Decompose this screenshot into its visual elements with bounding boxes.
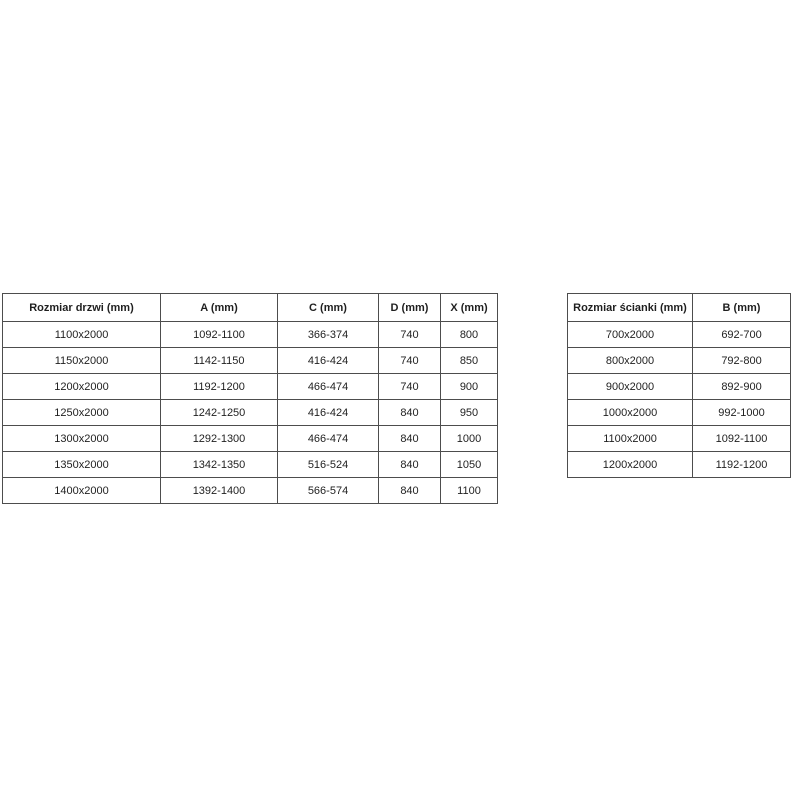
table-cell: 900 [441, 374, 498, 400]
table-cell: 800 [441, 322, 498, 348]
table-cell: 1050 [441, 452, 498, 478]
column-header: X (mm) [441, 294, 498, 322]
table-header-row [3, 294, 498, 322]
table-cell: 800x2000 [568, 348, 693, 374]
table-row [568, 374, 791, 400]
table-row [3, 400, 498, 426]
table-cell: 1350x2000 [3, 452, 161, 478]
table-cell: 700x2000 [568, 322, 693, 348]
table-cell: 840 [379, 400, 441, 426]
table-cell: 1250x2000 [3, 400, 161, 426]
table-cell: 1150x2000 [3, 348, 161, 374]
table-cell: 1100 [441, 478, 498, 504]
column-header: A (mm) [161, 294, 278, 322]
table-cell: 740 [379, 348, 441, 374]
table-cell: 516-524 [278, 452, 379, 478]
table-cell: 1292-1300 [161, 426, 278, 452]
table-cell: 1092-1100 [693, 426, 791, 452]
table-row [3, 452, 498, 478]
table-cell: 740 [379, 374, 441, 400]
table-cell: 992-1000 [693, 400, 791, 426]
table-cell: 1200x2000 [568, 452, 693, 478]
table-cell: 416-424 [278, 400, 379, 426]
column-header: Rozmiar drzwi (mm) [3, 294, 161, 322]
table-cell: 740 [379, 322, 441, 348]
table-cell: 1392-1400 [161, 478, 278, 504]
table-cell: 416-424 [278, 348, 379, 374]
table-cell: 566-574 [278, 478, 379, 504]
table-cell: 840 [379, 452, 441, 478]
table-row [3, 374, 498, 400]
wall-sizes-table [567, 293, 791, 478]
column-header: B (mm) [693, 294, 791, 322]
table-cell: 950 [441, 400, 498, 426]
table-row [568, 452, 791, 478]
table-cell: 892-900 [693, 374, 791, 400]
table-cell: 1100x2000 [568, 426, 693, 452]
table-cell: 366-374 [278, 322, 379, 348]
table-row [3, 322, 498, 348]
table-cell: 1242-1250 [161, 400, 278, 426]
column-header: C (mm) [278, 294, 379, 322]
table-cell: 840 [379, 426, 441, 452]
table-row [3, 348, 498, 374]
table-row [568, 348, 791, 374]
table-row [568, 322, 791, 348]
table-row [3, 478, 498, 504]
table-cell: 900x2000 [568, 374, 693, 400]
column-header: D (mm) [379, 294, 441, 322]
table-header-row [568, 294, 791, 322]
table-cell: 1200x2000 [3, 374, 161, 400]
table-cell: 850 [441, 348, 498, 374]
table-cell: 1100x2000 [3, 322, 161, 348]
column-header: Rozmiar ścianki (mm) [568, 294, 693, 322]
table-cell: 466-474 [278, 374, 379, 400]
table-cell: 1142-1150 [161, 348, 278, 374]
table-cell: 840 [379, 478, 441, 504]
table-cell: 1192-1200 [693, 452, 791, 478]
table-cell: 1342-1350 [161, 452, 278, 478]
table-cell: 1000 [441, 426, 498, 452]
table-row [568, 426, 791, 452]
table-cell: 792-800 [693, 348, 791, 374]
table-cell: 1300x2000 [3, 426, 161, 452]
table-cell: 1092-1100 [161, 322, 278, 348]
door-sizes-table [2, 293, 498, 504]
table-cell: 1000x2000 [568, 400, 693, 426]
table-cell: 692-700 [693, 322, 791, 348]
table-row [568, 400, 791, 426]
table-cell: 1192-1200 [161, 374, 278, 400]
table-row [3, 426, 498, 452]
table-cell: 466-474 [278, 426, 379, 452]
table-cell: 1400x2000 [3, 478, 161, 504]
